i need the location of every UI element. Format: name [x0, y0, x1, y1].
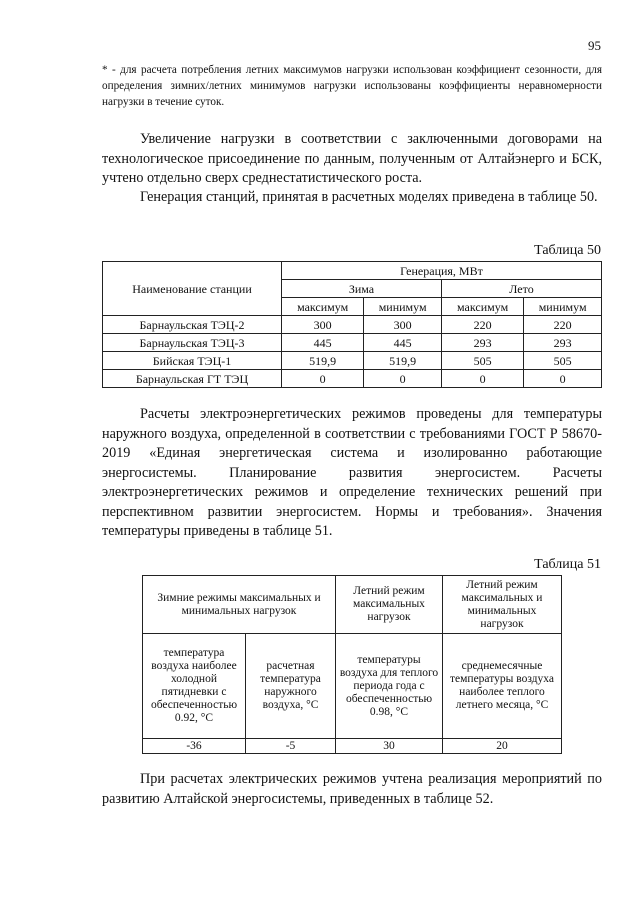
- table-51: [142, 575, 562, 754]
- station-name: Барнаульская ТЭЦ-2: [103, 316, 282, 334]
- station-name: Барнаульская ТЭЦ-3: [103, 334, 282, 352]
- summer-max-value: 220: [441, 316, 523, 334]
- winter-max-value: 0: [282, 370, 364, 388]
- page-number: 95: [588, 38, 601, 53]
- table-50-header-summer-min: минимум: [524, 298, 602, 316]
- winter-max-value: 445: [282, 334, 364, 352]
- winter-min-value: 445: [364, 334, 442, 352]
- temp-value: 20: [443, 739, 562, 754]
- table-51-header-summer-max: Летний режим максимальных нагрузок: [336, 576, 443, 634]
- table-row: [143, 739, 562, 754]
- table-row: [103, 352, 602, 370]
- table-row: [103, 370, 602, 388]
- table-51-sub-design-temp: расчетная температура наружного воздуха, °С: [246, 634, 336, 739]
- temp-value: 30: [336, 739, 443, 754]
- station-name: Барнаульская ГТ ТЭЦ: [103, 370, 282, 388]
- table-50-header-summer-max: максимум: [441, 298, 523, 316]
- table-51-caption: Таблица 51: [534, 557, 601, 572]
- table-50-header-station: Наименование станции: [103, 262, 282, 316]
- table-51-header-winter: Зимние режимы максимальных и минимальных нагрузок: [143, 576, 336, 634]
- temp-value: -36: [143, 739, 246, 754]
- winter-min-value: 519,9: [364, 352, 442, 370]
- table-50-header-generation: Генерация, МВт: [282, 262, 602, 280]
- footnote: * - для расчета потребления летних максимумов нагрузки использован коэффициент сезонности, для определения зимних/летних минимумов нагрузки использованы коэффициенты неравномерности нагрузки в течение суток.: [102, 64, 602, 108]
- table-row: [103, 316, 602, 334]
- paragraph-generation: Генерация станций, принятая в расчетных моделях приведена в таблице 50.: [140, 189, 598, 205]
- table-51-sub-coldest-five-day: температура воздуха наиболее холодной пятидневки с обеспеченностью 0.92, °С: [143, 634, 246, 739]
- table-50-header-winter-max: максимум: [282, 298, 364, 316]
- station-name: Бийская ТЭЦ-1: [103, 352, 282, 370]
- table-50-header-winter: Зима: [282, 280, 442, 298]
- summer-min-value: 505: [524, 352, 602, 370]
- summer-min-value: 220: [524, 316, 602, 334]
- table-50: [102, 261, 602, 388]
- table-51-sub-warm-period: температуры воздуха для теплого периода года с обеспеченностью 0.98, °С: [336, 634, 443, 739]
- paragraph-measures: При расчетах электрических режимов учтена реализация мероприятий по развитию Алтайской энергосистемы, приведенных в таблице 52.: [102, 771, 602, 807]
- summer-max-value: 505: [441, 352, 523, 370]
- winter-max-value: 300: [282, 316, 364, 334]
- summer-min-value: 0: [524, 370, 602, 388]
- table-51-sub-monthly-avg: среднемесячные температуры воздуха наиболее теплого летнего месяца, °С: [443, 634, 562, 739]
- temp-value: -5: [246, 739, 336, 754]
- winter-min-value: 300: [364, 316, 442, 334]
- summer-max-value: 0: [441, 370, 523, 388]
- winter-max-value: 519,9: [282, 352, 364, 370]
- winter-min-value: 0: [364, 370, 442, 388]
- paragraph-load-increase: Увеличение нагрузки в соответствии с заключенными договорами на технологическое присоединение по данным, полученным от Алтайэнерго и БСК, учтено отдельно сверх среднестатистического роста.: [102, 131, 602, 186]
- summer-min-value: 293: [524, 334, 602, 352]
- table-row: [103, 334, 602, 352]
- table-50-header-summer: Лето: [441, 280, 601, 298]
- table-50-caption: Таблица 50: [534, 243, 601, 258]
- paragraph-temperature: Расчеты электроэнергетических режимов проведены для температуры наружного воздуха, определенной в соответствии с требованиями ГОСТ Р 58670-2019 «Единая энергетическая система и изолированно работающие энергосистемы. Планирование развития энергосистем. Расчеты электроэнергетических режимов и определение технических решений при перспективном развитии энергосистем. Нормы и требования». Значения температуры приведены в таблице 51.: [102, 406, 602, 539]
- summer-max-value: 293: [441, 334, 523, 352]
- table-50-header-winter-min: минимум: [364, 298, 442, 316]
- table-51-header-summer-maxmin: Летний режим максимальных и минимальных нагрузок: [443, 576, 562, 634]
